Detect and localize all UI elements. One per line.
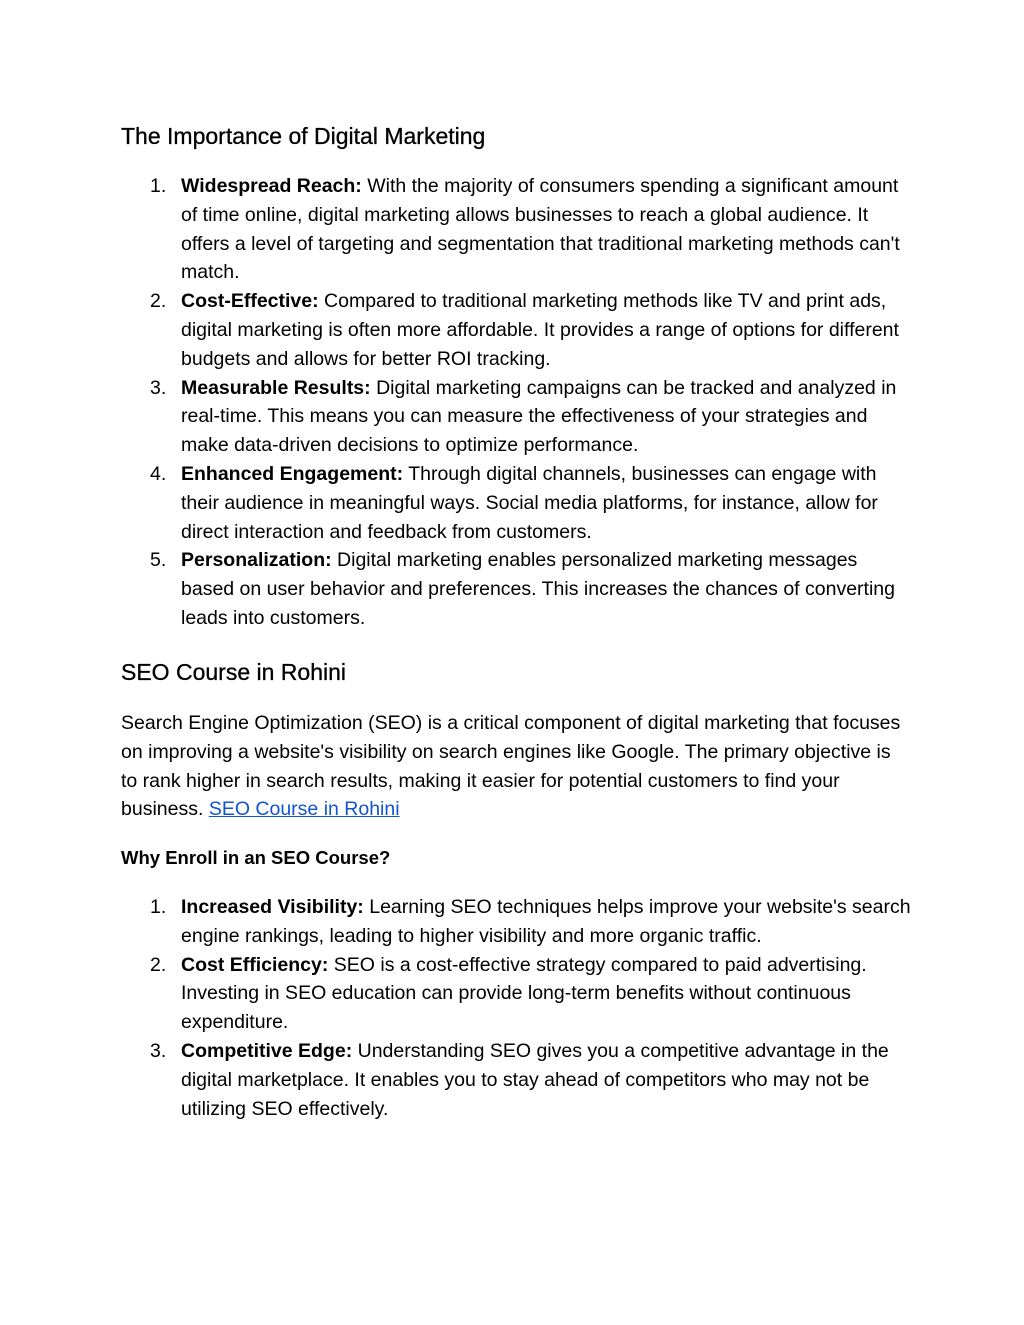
list-item-text: With the majority of consumers spending a significant amount of time online, digital marketing allows businesses to reach a global audience. It offers a level of targeting and segmentation that traditional marketing methods can't match. xyxy=(181,175,900,284)
seo-intro-text: Search Engine Optimization (SEO) is a critical component of digital marketing that focuses on improving a website's visibility on search engines like Google. The primary objective is to rank higher in search results, making it easier for potential customers to find your business. xyxy=(121,712,901,821)
list-item-label: Measurable Results: xyxy=(181,376,371,399)
list-number: 5. xyxy=(150,549,167,572)
list-item xyxy=(121,374,911,460)
list-item-label: Cost Efficiency: xyxy=(181,953,329,976)
list-item-label: Enhanced Engagement: xyxy=(181,462,404,485)
list-item-text: Digital marketing campaigns can be tracked and analyzed in real-time. This means you can measure the effectiveness of your strategies and make data-driven decisions to optimize performance. xyxy=(181,376,897,457)
list-number: 3. xyxy=(150,376,167,399)
seo-intro-paragraph xyxy=(121,709,901,824)
list-item xyxy=(121,1037,911,1123)
list-item xyxy=(121,546,911,632)
seo-course-link[interactable]: SEO Course in Rohini xyxy=(208,798,400,821)
list-item-text: Learning SEO techniques helps improve your website's search engine rankings, leading to higher visibility and more organic traffic. xyxy=(181,896,911,947)
list-item-text: Compared to traditional marketing methods like TV and print ads, digital marketing is often more affordable. It provides a range of options for different budgets and allows for better ROI tracking. xyxy=(181,290,899,370)
list-item-text: SEO is a cost-effective strategy compared to paid advertising. Investing in SEO education can provide long-term benefits without continuous expenditure. xyxy=(181,953,867,1034)
list-number: 1. xyxy=(150,896,167,918)
list-item-text: Through digital channels, businesses can engage with their audience in meaningful ways. Social media platforms, for instance, allow for direct interaction and feedback from customers. xyxy=(181,462,878,543)
heading-seo-course-in-rohini: SEO Course in Rohini xyxy=(121,659,346,685)
list-item-label: Widespread Reach: xyxy=(181,175,362,197)
list-item xyxy=(121,951,911,1037)
list-item xyxy=(121,172,911,287)
importance-list xyxy=(121,172,911,633)
list-number: 2. xyxy=(150,953,167,976)
why-enroll-list xyxy=(121,893,911,1123)
list-item-label: Cost-Effective: xyxy=(181,290,319,313)
list-item xyxy=(121,460,911,546)
list-item-text: Understanding SEO gives you a competitive advantage in the digital marketplace. It enables you to stay ahead of competitors who may not be utilizing SEO effectively. xyxy=(181,1039,889,1120)
list-number: 1. xyxy=(150,175,167,197)
heading-importance-of-digital-marketing: The Importance of Digital Marketing xyxy=(121,123,486,149)
list-item-label: Personalization: xyxy=(181,549,332,572)
list-item-text: Digital marketing enables personalized marketing messages based on user behavior and preferences. This increases the chances of converting leads into customers. xyxy=(181,549,895,629)
list-item xyxy=(121,893,911,951)
list-item xyxy=(121,287,911,373)
list-number: 2. xyxy=(150,290,167,313)
list-item-label: Competitive Edge: xyxy=(181,1039,353,1062)
heading-why-enroll: Why Enroll in an SEO Course? xyxy=(121,847,391,868)
list-number: 3. xyxy=(150,1039,167,1062)
list-item-label: Increased Visibility: xyxy=(181,896,364,918)
list-number: 4. xyxy=(150,462,167,485)
